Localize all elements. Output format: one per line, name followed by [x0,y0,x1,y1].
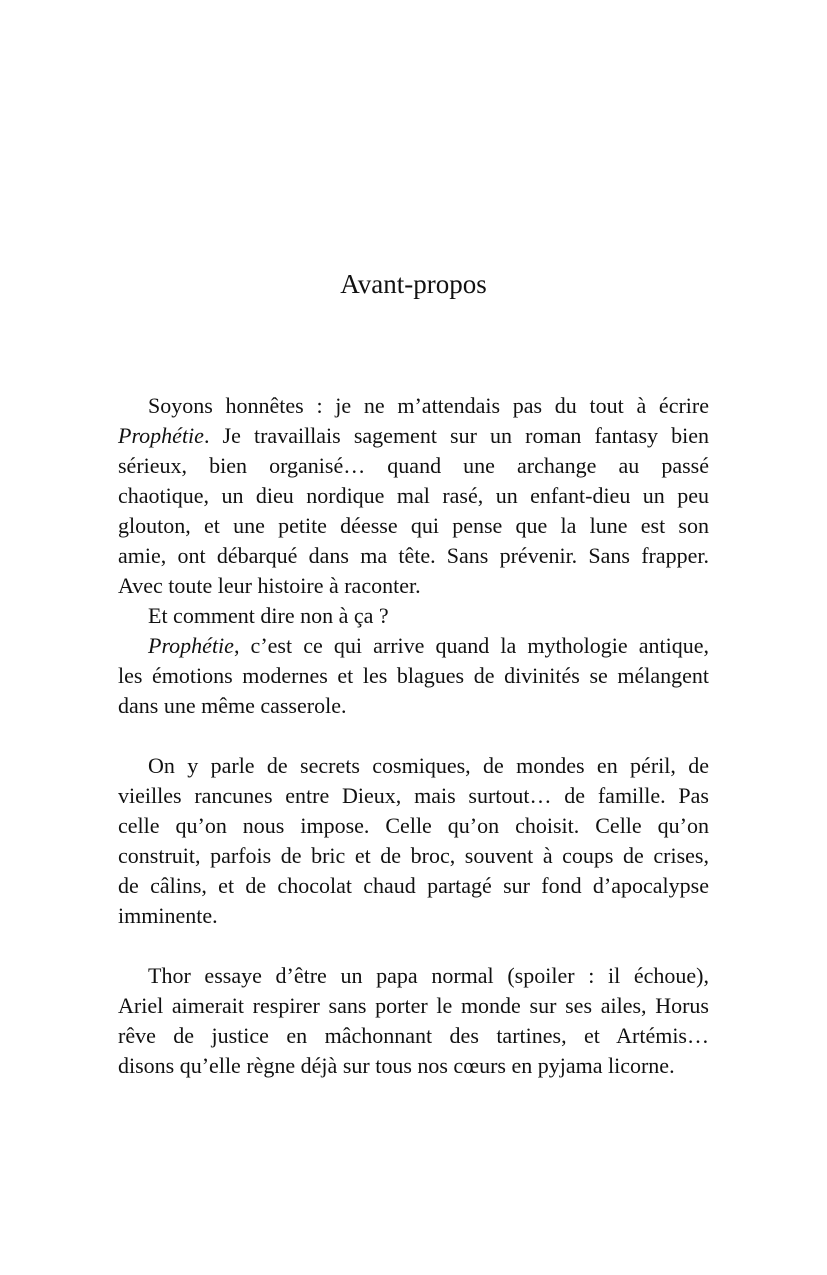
text-line: imminente. [118,903,218,928]
text-line: vieilles rancunes entre Dieux, mais surtout… de famille. Pas [118,783,709,808]
text-line: glouton, et une petite déesse qui pense que la lune est son [118,513,709,538]
text-line: rêve de justice en mâchonnant des tartines, et Artémis… [118,1023,709,1048]
text-line: celle qu’on nous impose. Celle qu’on choisit. Celle qu’on [118,813,709,838]
text-line: Et comment dire non à ça ? [148,603,389,628]
paragraph [118,961,709,1081]
text-line: chaotique, un dieu nordique mal rasé, un enfant-dieu un peu [118,483,709,508]
italic-title: Prophétie [148,633,234,658]
text-line: disons qu’elle règne déjà sur tous nos cœurs en pyjama licorne. [118,1053,675,1078]
text-line: construit, parfois de bric et de broc, souvent à coups de crises, [118,843,709,868]
text-line: les émotions modernes et les blagues de divinités se mélangent [118,663,709,688]
text-line: Soyons honnêtes : je ne m’attendais pas du tout à écrire [148,393,709,418]
paragraph [118,631,709,721]
text-line: On y parle de secrets cosmiques, de mondes en péril, de [148,753,709,778]
text-run: , c’est ce qui arrive quand la mythologie antique, [233,633,709,658]
text-line: Ariel aimerait respirer sans porter le monde sur ses ailes, Horus [118,993,709,1018]
paragraph [118,601,709,631]
chapter-title: Avant-propos [340,269,487,299]
body-text [118,391,709,1081]
italic-title: Prophétie [118,423,204,448]
text-line [118,631,709,661]
paragraph [118,751,709,931]
text-line: Thor essaye d’être un papa normal (spoiler : il échoue), [148,963,709,988]
text-line: Avec toute leur histoire à raconter. [118,573,421,598]
text-line: dans une même casserole. [118,693,347,718]
text-line: amie, ont débarqué dans ma tête. Sans prévenir. Sans frapper. [118,543,709,568]
paragraph [118,391,709,601]
text-line: sérieux, bien organisé… quand une archange au passé [118,453,709,478]
text-line [118,421,709,451]
text-run: . Je travaillais sagement sur un roman fantasy bien [203,423,709,448]
text-line: de câlins, et de chocolat chaud partagé sur fond d’apocalypse [118,873,709,898]
